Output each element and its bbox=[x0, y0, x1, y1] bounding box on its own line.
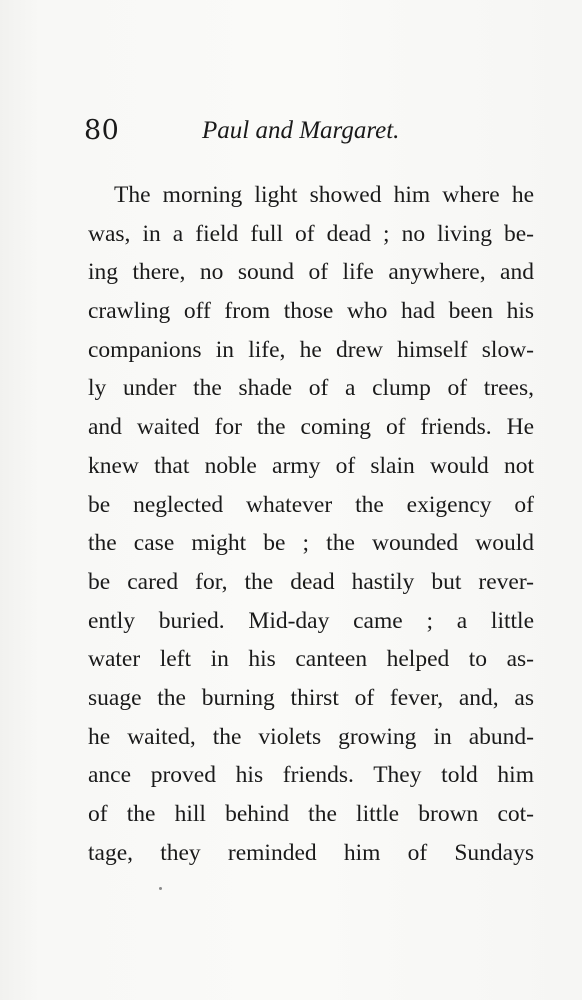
text-line: be cared for, the dead hastily but rever- bbox=[88, 568, 534, 595]
page-number: 80 bbox=[84, 115, 120, 146]
text-line: companions in life, he drew himself slow- bbox=[88, 336, 534, 363]
page-header bbox=[84, 115, 534, 155]
text-line: the case might be ; the wounded would bbox=[88, 530, 534, 557]
text-line: and waited for the coming of friends. He bbox=[88, 414, 534, 441]
text-line: of the hill behind the little brown cot- bbox=[88, 801, 534, 827]
text-line: crawling off from those who had been his bbox=[88, 298, 534, 325]
text-line: water left in his canteen helped to as- bbox=[88, 646, 534, 673]
running-title: Paul and Margaret. bbox=[202, 117, 400, 144]
text-line: was, in a field full of dead ; no living be- bbox=[88, 220, 534, 247]
text-line: The morning light showed him where he bbox=[114, 182, 534, 208]
text-line: knew that noble army of slain would not bbox=[88, 452, 534, 479]
text-line: ently buried. Mid-day came ; a little bbox=[88, 607, 534, 634]
text-line: suage the burning thirst of fever, and, as bbox=[88, 684, 534, 711]
text-line: ly under the shade of a clump of trees, bbox=[88, 375, 534, 402]
text-line: ing there, no sound of life anywhere, and bbox=[88, 259, 534, 286]
text-line: ance proved his friends. They told him bbox=[88, 762, 534, 789]
paper-speck bbox=[159, 887, 162, 890]
text-line: be neglected whatever the exigency of bbox=[88, 491, 534, 518]
text-line: tage, they reminded him of Sundays bbox=[88, 839, 534, 866]
body-text bbox=[88, 176, 534, 872]
text-line: he waited, the violets growing in abund- bbox=[88, 723, 534, 750]
